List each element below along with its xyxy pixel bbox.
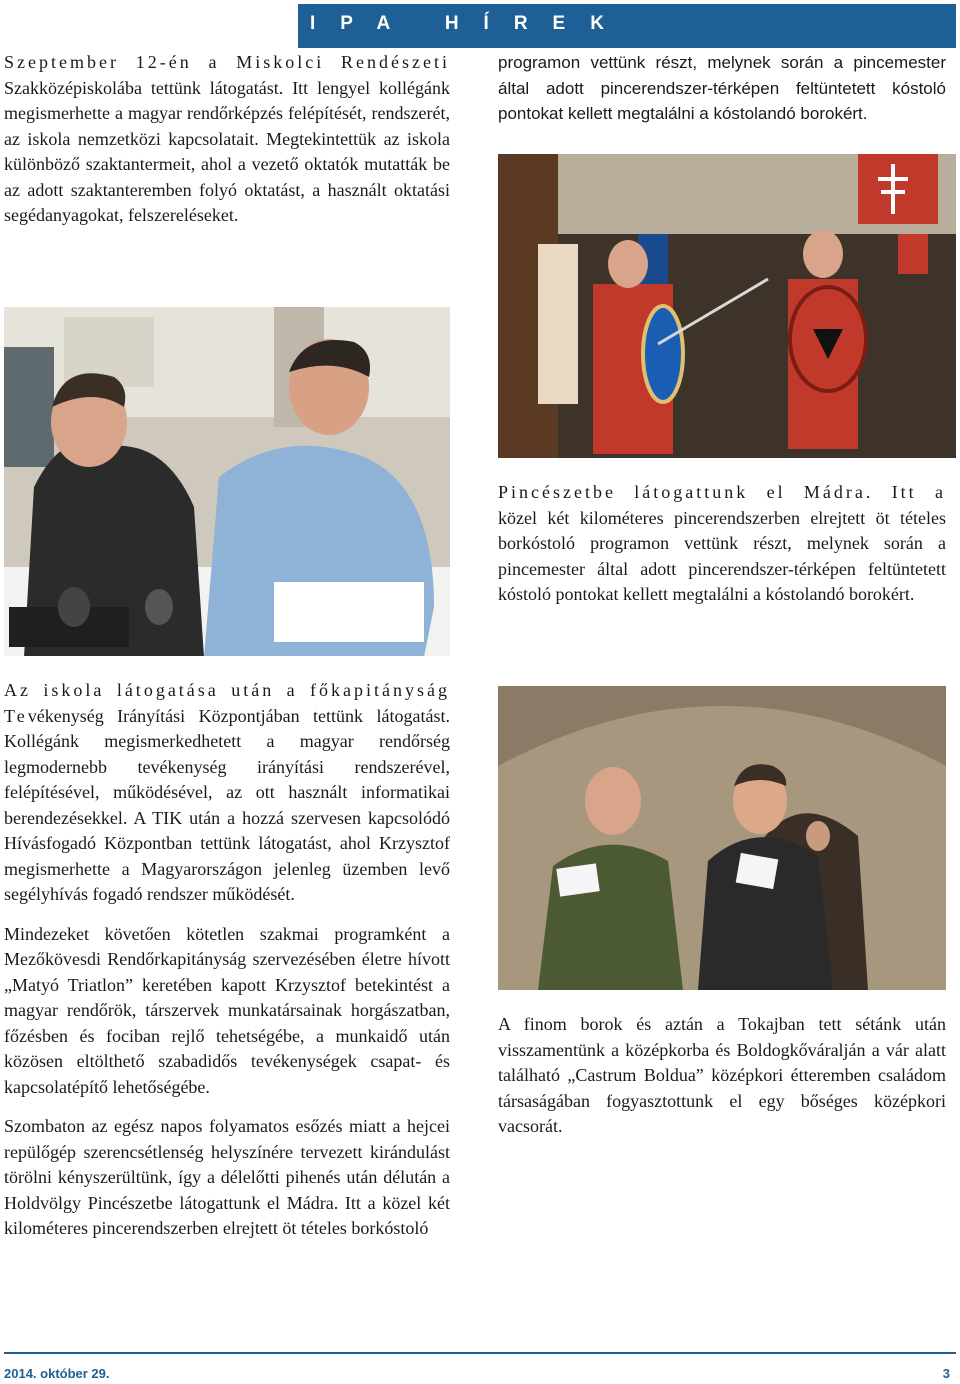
paragraph-matyo-triatlon: Mindezeket követően kötetlen szakmai programként a Mezőkövesdi Rendőrkapitányság szervezésében életre hívott „Matyó Triatlon” keretében kapott Krzysztof betekintést a magyar rendőrök, társzervek munkatársainak horgászatban, főzésben és fociban rejlő tehetségébe, a munkaidő után közösen eltölthető szabadidős tevékenységek csapat- és kapcsolatépítő lehetőségébe. (4, 923, 450, 1097)
right-column-bottom (498, 1012, 946, 1140)
paragraph-castrum-boldua: A finom borok és aztán a Tokajban tett sétánk után visszamentünk a középkorba és Boldogkőváralján a vár alatt található „Castrum Boldua” középkori étteremben családom társaságában fogyasztottunk el egy bőséges középkori vacsorát. (498, 1014, 946, 1136)
left-column-lower (4, 678, 450, 1242)
photo-wine-tasting (498, 686, 946, 990)
photo-knights-cellar (498, 154, 956, 458)
paragraph-winery-visit: Pincészetbe látogattunk el Mádra. Itt a közel két kilométeres pincerendszerben elrejtett öt tételes borkóstoló programon vettünk részt, melynek során a pincemester által adott pincerendszer-térképen feltüntetett kóstoló pontokat kellett megtalálni a kóstolandó borokért. (498, 482, 946, 604)
paragraph-tik-visit: Az iskola látogatása után a főkapitányság Tevékenység Irányítási Központjában tettünk látogatást. Kollégánk megismerkedhetett a magyar rendőrség legmodernebb tevékenység irányítási rendszerével, felépítésével, működésével, az ott használt informatikai berendezésekkel. A TIK után a hozzá szervesen kapcsolódó Hívásfogadó Központban tettünk látogatást, ahol Krzysztof megismerhette a Magyarországon jelenleg üzemben levő segélyhívás fogadó rendszer működését. (4, 680, 450, 904)
paragraph-saturday: Szombaton az egész napos folyamatos esőzés miatt a hejcei repülőgép szerencsétlenség helyszínére tervezett kirándulást törölni kényszerültünk, így a délelőtti pihenés után délután a Holdvölgy Pincészetbe látogattunk el Mádra. Itt a közel két kilométeres pincerendszerben elrejtett öt tételes borkóstoló (4, 1116, 450, 1238)
left-column-top (4, 50, 450, 229)
photo-dispatch-center (4, 307, 450, 656)
footer-rule (4, 1352, 956, 1354)
right-column-top (498, 50, 946, 127)
right-column-middle (498, 480, 946, 608)
footer-date: 2014. október 29. (4, 1366, 110, 1381)
header-title: IPA HÍREK (310, 13, 629, 34)
paragraph-cellar-program: programon vettünk részt, melynek során a pincemester által adott pincerendszer-térképen feltüntetett kóstoló pontokat kellett megtalálni a kóstolandó borokért. (498, 53, 946, 123)
page-number: 3 (942, 1366, 950, 1381)
paragraph-school-visit: Szeptember 12-én a Miskolci Rendészeti Szakközépiskolába tettünk látogatást. Itt lengyel kollégánk megismerhette a magyar rendőrképzés felépítését, rendszerét, az iskola nemzetközi kapcsolatait. Megtekintettük az iskola különböző szaktantermeit, ahol a vezető oktatók mutatták be az adott szaktanteremben folyó oktatást, a használt oktatási segédanyagokat, felszereléseket. (4, 52, 450, 225)
